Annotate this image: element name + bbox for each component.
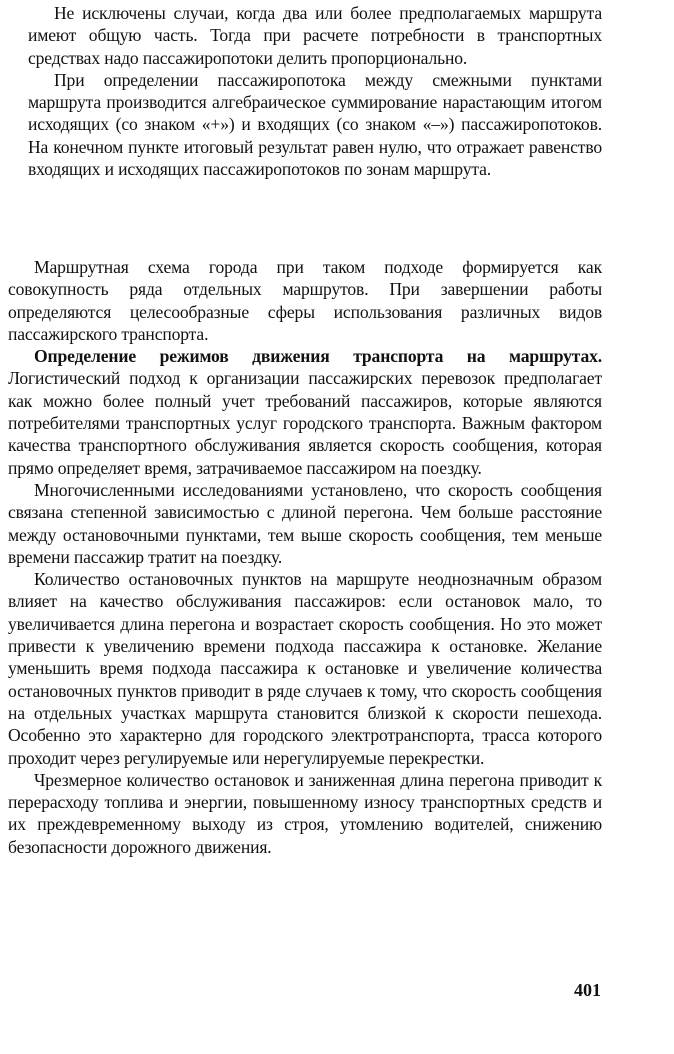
run-in-heading: Определение режимов движения транспорта на маршрутах. (34, 346, 602, 367)
text-block-top (28, 2, 602, 180)
paragraph: Многочисленными исследованиями установлено, что скорость сообщения связана степенной зависимостью с длиной перегона. Чем больше расстояние между остановочными пунктами, тем выше скорость сообщения, тем меньше времени пассажир тратит на поездку. (8, 479, 602, 567)
paragraph: Количество остановочных пунктов на маршруте неоднозначным образом влияет на качество обслуживания пассажиров: если остановок мало, то увеличивается длина перегона и возрастает скорость сообщения. Но это может привести к увеличению времени подхода пассажира к остановке. Желание уменьшить время подхода пассажира к остановке и увеличение количества остановочных пунктов приводит в ряде случаев к тому, что скорость сообщения на отдельных участках маршрута становится близкой к скорости пешехода. Особенно это характерно для городского электротранспорта, трасса которого проходит через регулируемые или нерегулируемые перекрестки. (8, 569, 602, 768)
text-block-bottom (8, 256, 602, 858)
paragraph: Не исключены случаи, когда два или более предполагаемых маршрута имеют общую часть. Тогда при расчете потребности в транспортных средствах надо пассажиропотоки делить пропорционально. (28, 3, 602, 68)
paragraph: При определении пассажиропотока между смежными пунктами маршрута производится алгебраическое суммирование нарастающим итогом исходящих (со знаком «+») и входящих (со знаком «–») пассажиропотоков. На конечном пункте итоговый результат равен нулю, что отражает равенство входящих и исходящих пассажиропотоков по зонам маршрута. (28, 69, 602, 180)
paragraph: Маршрутная схема города при таком подходе формируется как совокупность ряда отдельных маршрутов. При завершении работы определяются целесообразные сферы использования различных видов пассажирского транспорта. (8, 257, 602, 344)
page-number: 401 (574, 980, 601, 1000)
paragraph-body: Логистический подход к организации пассажирских перевозок предполагает как можно более полный учет требований пассажиров, которые являются потребителями транспортных услуг городского транспорта. Важным фактором качества транспортного обслуживания является скорость сообщения, которая прямо определяет время, затрачиваемое пассажиром на поездку. (8, 368, 602, 478)
paragraph: Чрезмерное количество остановок и заниженная длина перегона приводит к перерасходу топлива и энергии, повышенному износу транспортных средств и их преждевременному выходу из строя, утомлению водителей, снижению безопасности дорожного движения. (8, 769, 602, 857)
paragraph-with-heading (8, 345, 602, 479)
